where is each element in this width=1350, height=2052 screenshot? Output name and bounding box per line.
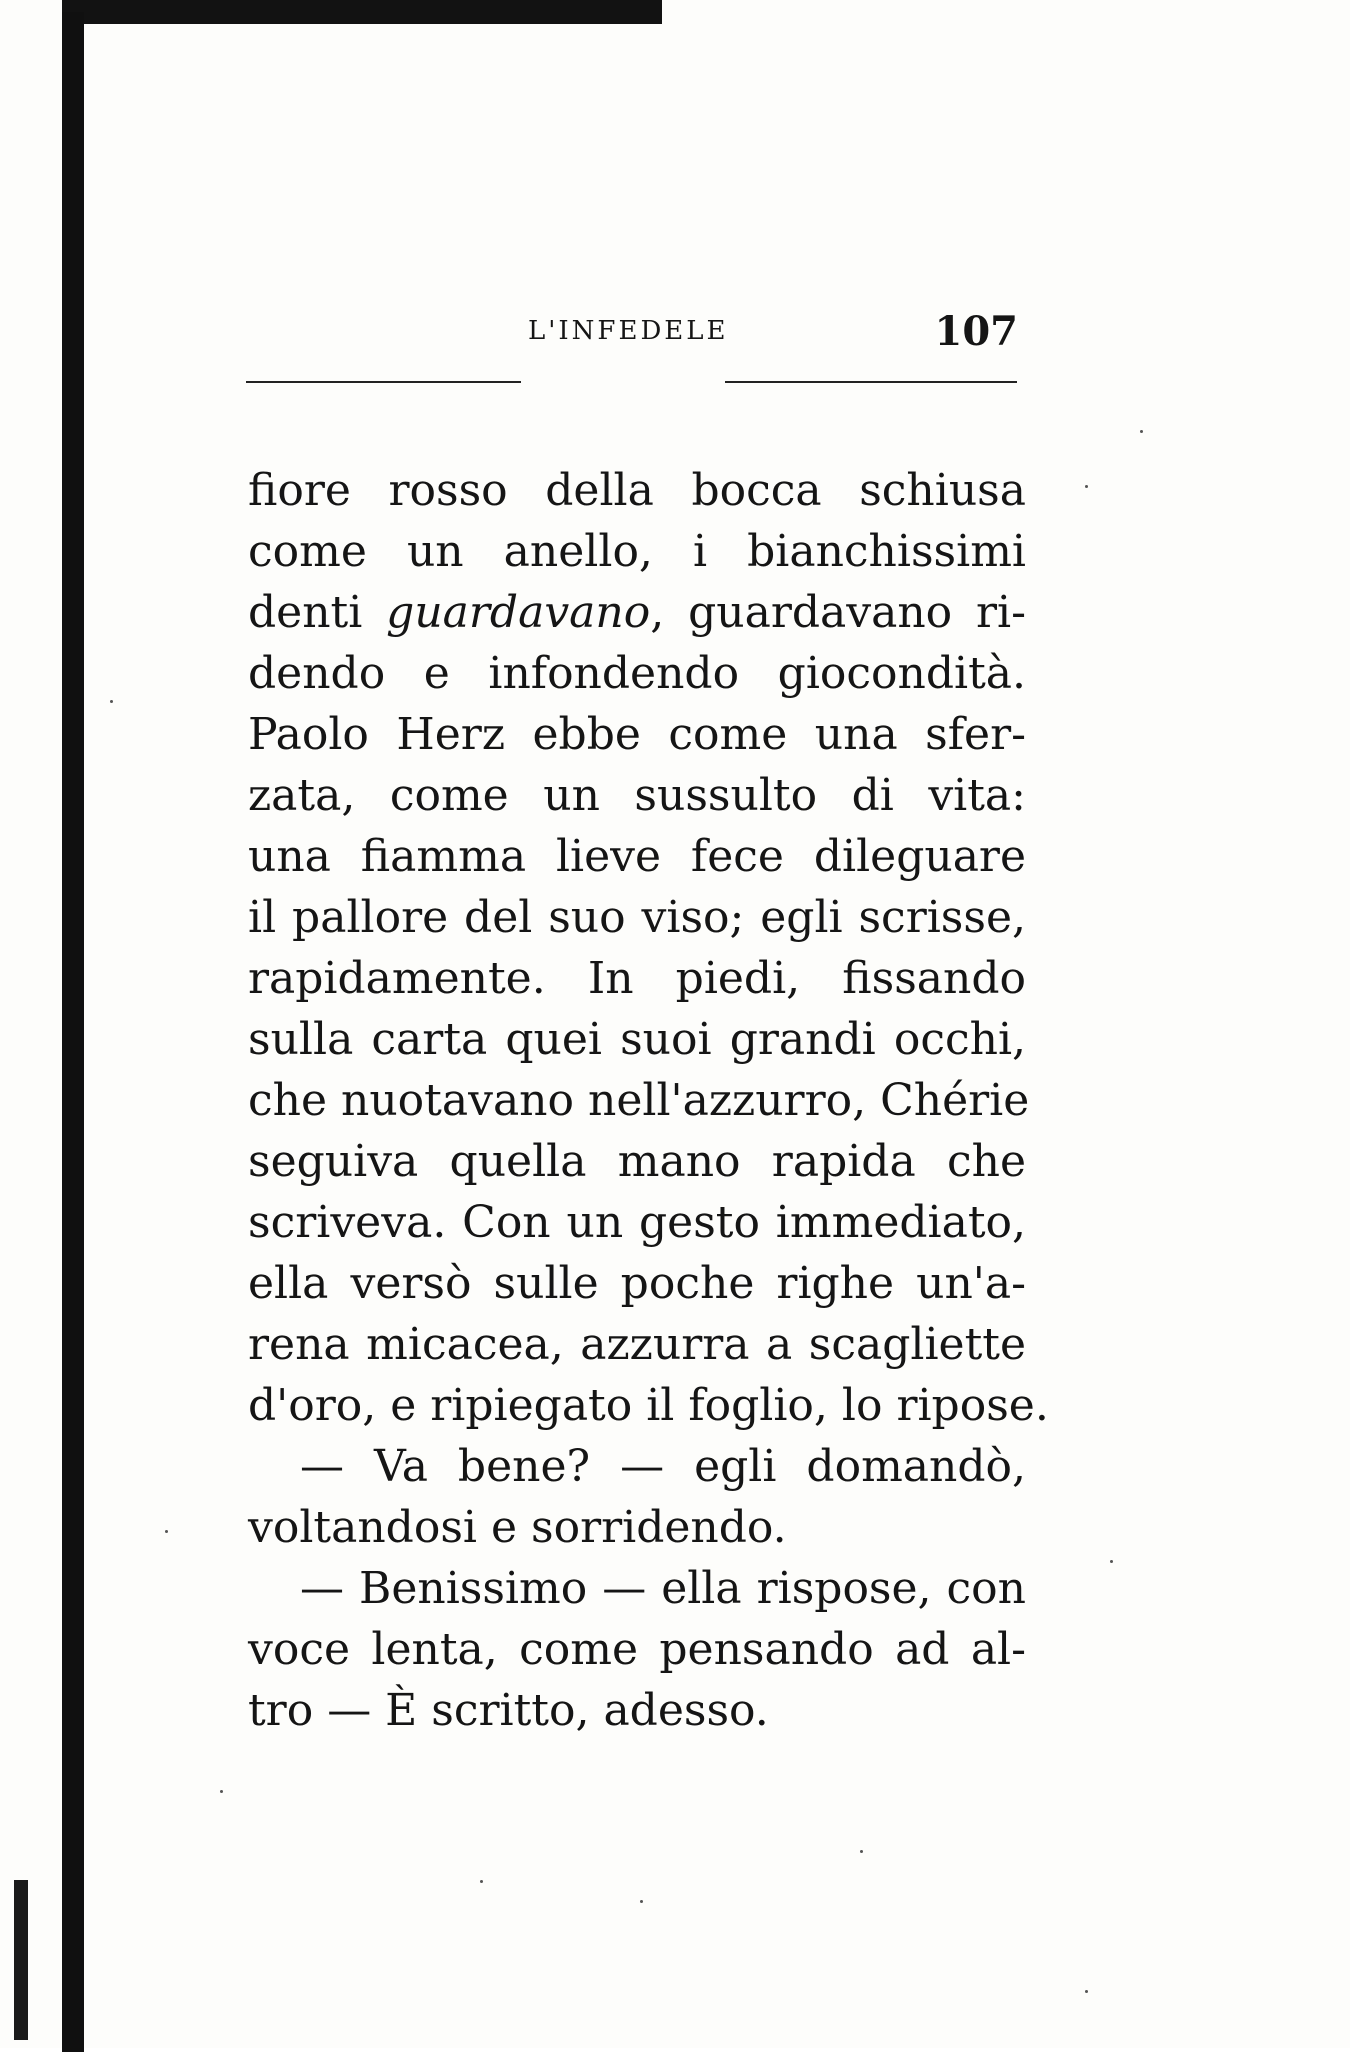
text-line: seguiva quella mano rapida che	[248, 1136, 1026, 1187]
binding-edge	[62, 12, 84, 2052]
text-line: come un anello, i bianchissimi	[248, 526, 1026, 577]
text-line: sulla carta quei suoi grandi occhi,	[248, 1014, 1026, 1065]
scan-speck	[110, 700, 113, 703]
text-line: — Va bene? — egli domandò,	[300, 1441, 1026, 1492]
text-line: il pallore del suo viso; egli scrisse,	[248, 892, 1026, 943]
scan-edge-top	[62, 0, 662, 24]
text-fragment: , guardavano ri-	[650, 587, 1026, 638]
binding-edge-foot	[14, 1880, 28, 2040]
scan-speck	[640, 1900, 643, 1903]
italic-word: guardavano	[386, 587, 651, 638]
text-line: voce lenta, come pensando ad al-	[248, 1624, 1026, 1675]
text-line: una fiamma lieve fece dileguare	[248, 831, 1026, 882]
text-line: d'oro, e ripiegato il foglio, lo ripose.	[248, 1380, 1049, 1431]
scan-speck	[480, 1880, 483, 1883]
scan-speck	[860, 1850, 863, 1853]
scan-speck	[1085, 1990, 1088, 1993]
body-text	[248, 460, 1049, 1741]
text-line: rena micacea, azzurra a scagliette	[248, 1319, 1026, 1370]
scan-speck	[1110, 1560, 1113, 1563]
text-line: zata, come un sussulto di vita:	[248, 770, 1026, 821]
text-line: tro — È scritto, adesso.	[248, 1685, 769, 1736]
page-header	[248, 308, 1018, 376]
running-title: L'INFEDELE	[528, 316, 729, 346]
text-line: dendo e infondendo giocondità.	[248, 648, 1026, 699]
text-line: rapidamente. In piedi, fissando	[248, 953, 1026, 1004]
scan-speck	[1140, 430, 1143, 433]
text-line: Paolo Herz ebbe come una sfer-	[248, 709, 1026, 760]
text-line: — Benissimo — ella rispose, con	[300, 1563, 1026, 1614]
scan-speck	[220, 1790, 223, 1793]
text-line: ella versò sulle poche righe un'a-	[248, 1258, 1026, 1309]
text-line: scriveva. Con un gesto immediato,	[248, 1197, 1026, 1248]
scan-speck	[165, 1530, 168, 1533]
scan-speck	[1085, 485, 1088, 488]
text-line	[248, 582, 1026, 643]
text-line: che nuotavano nell'azzurro, Chérie	[248, 1075, 1030, 1126]
header-rule-left	[246, 381, 521, 383]
page-number: 107	[934, 308, 1018, 355]
text-line: voltandosi e sorridendo.	[248, 1502, 787, 1553]
header-rule-right	[725, 381, 1017, 383]
text-fragment: denti	[248, 587, 387, 638]
text-line: fiore rosso della bocca schiusa	[248, 465, 1026, 516]
